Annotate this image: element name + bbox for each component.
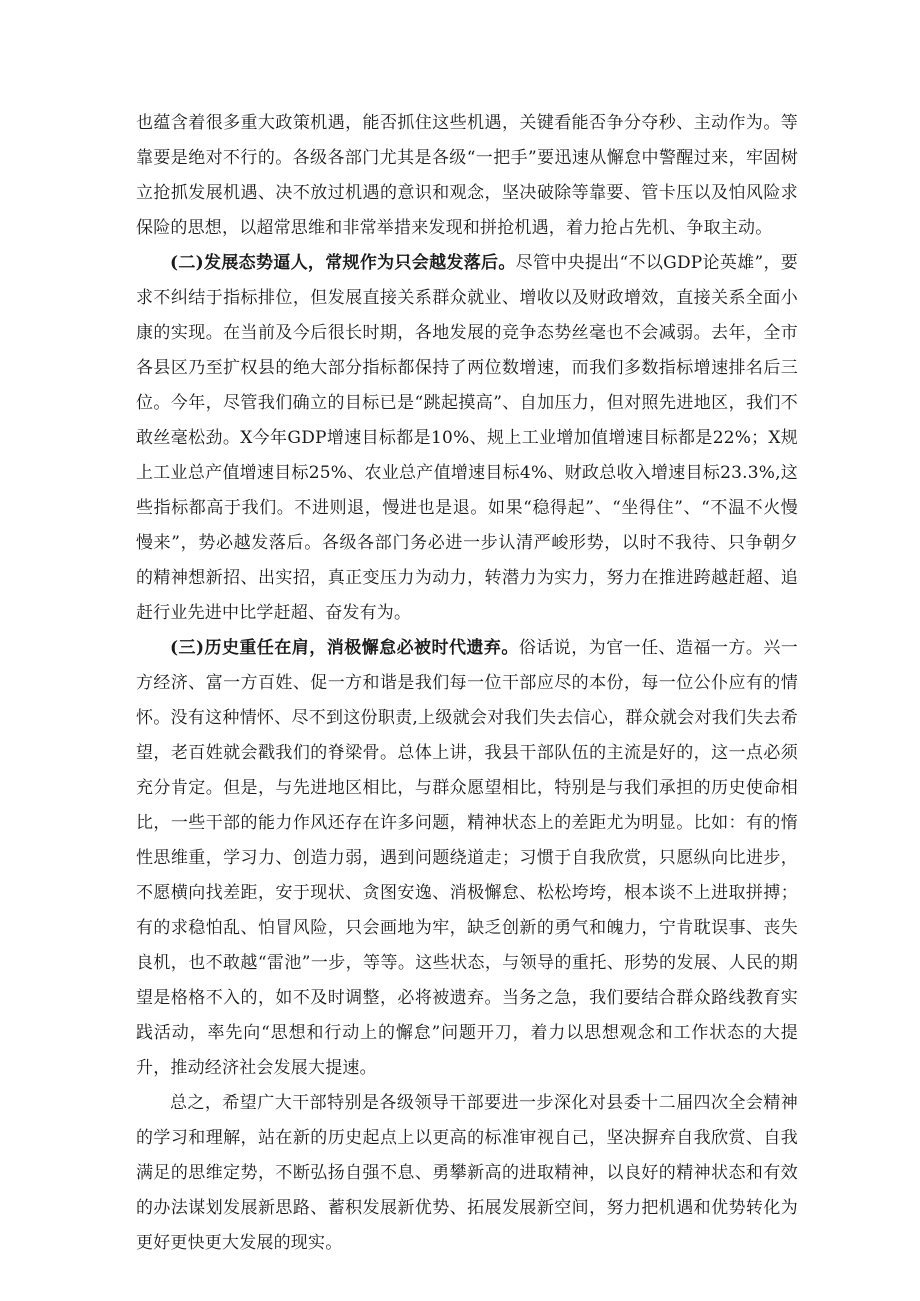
paragraph-text: 尽管中央提出“不以GDP论英雄”，要求不纠结于指标排位，但发展直接关系群众就业、增收以及财政增效，直接关系全面小康的实现。在当前及今后很长时期，各地发展的竞争态势丝毫也不会减弱。去年，全市各县区乃至扩权县的绝大部分指标都保持了两位数增速，而我们多数指标增速排名后三位。今年，尽管我们确立的目标已是“跳起摸高”、自加压力，但对照先进地区，我们不敢丝毫松劲。X今年GDP增速目标都是10%、规上工业增加值增速目标都是22%；X规上工业总产值增速目标25%、农业总产值增速目标4%、财政总收入增速目标23.3%,这些指标都高于我们。不进则退，慢进也是退。如果“稳得起”、“坐得住”、“不温不火慢慢来”，势必越发落后。各级各部门务必进一步认清严峻形势，以时不我待、只争朝夕的精神想新招、出实招，真正变压力为动力，转潜力为实力，努力在推进跨越赶超、追赶行业先进中比学赶超、奋发有为。: [136, 253, 798, 623]
paragraph-continuation: [136, 106, 798, 246]
section-heading: (二)发展态势逼人，常规作为只会越发落后。: [170, 253, 516, 273]
paragraph-conclusion: [136, 1086, 798, 1261]
section-heading: (三)历史重任在肩，消极懈怠必被时代遗弃。: [170, 638, 519, 658]
paragraph-text: 总之，希望广大干部特别是各级领导干部要进一步深化对县委十二届四次全会精神的学习和理解，站在新的历史起点上以更高的标准审视自己，坚决摒弃自我欣赏、自我满足的思维定势，不断弘扬自强不息、勇攀新高的进取精神，以良好的精神状态和有效的办法谋划发展新思路、蓄积发展新优势、拓展发展新空间，努力把机遇和优势转化为更好更快更大发展的现实。: [136, 1093, 798, 1253]
paragraph-text: 也蕴含着很多重大政策机遇，能否抓住这些机遇，关键看能否争分夺秒、主动作为。等靠要是绝对不行的。各级各部门尤其是各级“一把手”要迅速从懈怠中警醒过来，牢固树立抢抓发展机遇、决不放过机遇的意识和观念，坚决破除等靠要、管卡压以及怕风险求保险的思想，以超常思维和非常举措来发现和拼抢机遇，着力抢占先机、争取主动。: [136, 113, 798, 238]
document-page: [136, 106, 798, 1261]
paragraph-text: 俗话说，为官一任、造福一方。兴一方经济、富一方百姓、促一方和谐是我们每一位干部应尽的本份，每一位公仆应有的情怀。没有这种情怀、尽不到这份职责,上级就会对我们失去信心，群众就会对我们失去希望，老百姓就会戳我们的脊梁骨。总体上讲，我县干部队伍的主流是好的，这一点必须充分肯定。但是，与先进地区相比，与群众愿望相比，特别是与我们承担的历史使命相比，一些干部的能力作风还存在许多问题，精神状态上的差距尤为明显。比如：有的惰性思维重，学习力、创造力弱，遇到问题绕道走；习惯于自我欣赏，只愿纵向比进步，不愿横向找差距，安于现状、贪图安逸、消极懈怠、松松垮垮，根本谈不上进取拼搏；有的求稳怕乱、怕冒风险，只会画地为牢，缺乏创新的勇气和魄力，宁肯耽误事、丧失良机，也不敢越“雷池”一步，等等。这些状态，与领导的重托、形势的发展、人民的期望是格格不入的，如不及时调整，必将被遗弃。当务之急，我们要结合群众路线教育实践活动，率先向“思想和行动上的懈怠”问题开刀，着力以思想观念和工作状态的大提升，推动经济社会发展大提速。: [136, 638, 798, 1078]
paragraph-section-two: [136, 246, 798, 631]
paragraph-section-three: [136, 631, 798, 1086]
